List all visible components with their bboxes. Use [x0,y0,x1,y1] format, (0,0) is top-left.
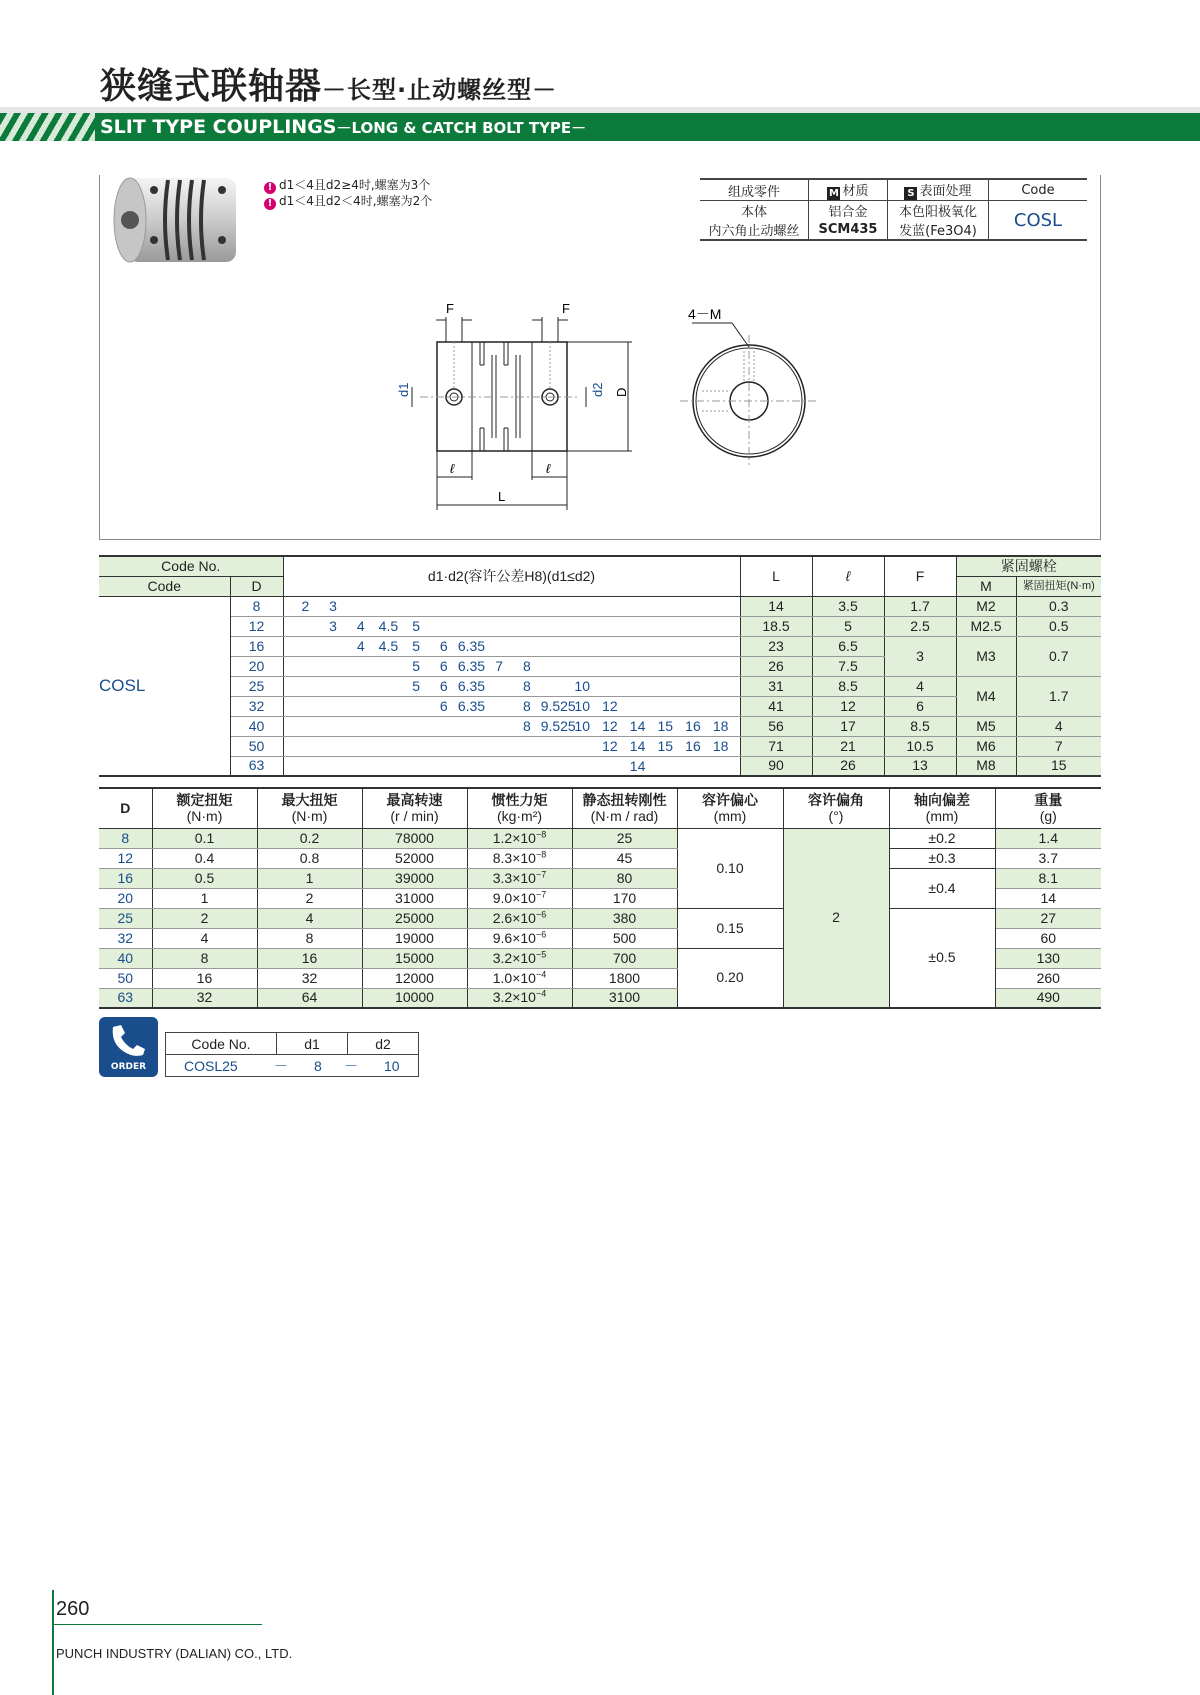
warning-icon: ! [264,182,276,194]
max-speed-cell: 25000 [362,908,467,928]
bolt-m-cell: M2 [956,596,1016,616]
note-text: d1＜4且d2＜4时,螺塞为2个 [279,194,433,208]
label-big-d: D [614,387,629,397]
company-name: PUNCH INDUSTRY (DALIAN) CO., LTD. [56,1646,293,1661]
mat-cell: 本体 [700,201,809,221]
max-speed-cell: 31000 [362,888,467,908]
d-value: 12 [602,697,618,714]
d-value: 10 [574,677,590,694]
th-code-no: Code No. [99,556,283,576]
stiffness-cell: 380 [572,908,677,928]
mat-cell: SCM435 [809,220,888,240]
bolt-m-cell: M6 [956,736,1016,756]
th-torque: 紧固扭矩(N·m) [1016,576,1101,596]
max-speed-cell: 12000 [362,968,467,988]
rated-torque-cell: 1 [152,888,257,908]
th-l-small: ℓ [812,556,884,596]
inertia-base: 1.0×10 [492,969,536,986]
rated-torque-cell: 2 [152,908,257,928]
d-value: 5 [412,637,420,654]
mat-cell: 本色阳极氧化 [888,201,989,221]
axial-cell: ±0.3 [889,848,995,868]
page-number: 260 [56,1598,90,1620]
weight-cell: 130 [995,948,1101,968]
l-small-cell: 26 [812,756,884,776]
perf-head-cell [995,788,1101,828]
d-value: 6.35 [457,677,486,694]
weight-cell: 3.7 [995,848,1101,868]
bolt-torque-cell: 4 [1016,716,1101,736]
perf-d-cell: 12 [99,848,152,868]
order-example-values [166,1055,419,1077]
order-code: COSL25 [184,1057,238,1074]
inertia-cell [467,928,572,948]
performance-table [99,787,1101,1009]
perf-head-cell [572,788,677,828]
eccentric-cell: 0.20 [677,948,783,1008]
l-total-cell: 18.5 [740,616,812,636]
d-value: 12 [602,717,618,734]
rated-torque-cell: 16 [152,968,257,988]
perf-d-cell: 20 [99,888,152,908]
perf-head-cell [99,788,152,828]
order-head-d1: d1 [277,1033,348,1055]
d-value: 12 [602,737,618,754]
bolt-torque-cell: 0.3 [1016,596,1101,616]
f-cell: 10.5 [884,736,956,756]
perf-d-cell: 25 [99,908,152,928]
eccentric-cell: 0.15 [677,908,783,948]
rated-torque-cell: 4 [152,928,257,948]
d-value: 6 [439,637,448,654]
d-value: 9.525 [540,717,576,734]
bolt-m-cell: M5 [956,716,1016,736]
perf-head-unit: (r / min) [390,808,439,825]
perf-head-unit: (mm) [925,808,959,825]
stiffness-cell: 45 [572,848,677,868]
mat-cell: 发蓝(Fe3O4) [888,220,989,240]
d-cell: 32 [230,696,283,716]
inertia-exponent: −4 [535,988,547,999]
header-stripes [0,113,95,141]
perf-head-title: 最大扭矩 [281,792,338,809]
dimension-drawing [380,295,820,515]
eccentric-cell: 0.10 [677,828,783,908]
d-cell: 25 [230,676,283,696]
inertia-exponent: −4 [535,968,547,979]
l-small-cell: 17 [812,716,884,736]
l-total-cell: 26 [740,656,812,676]
stiffness-cell: 80 [572,868,677,888]
inertia-exponent: −7 [535,868,547,879]
rated-torque-cell: 0.4 [152,848,257,868]
max-speed-cell: 78000 [362,828,467,848]
mat-head-surface-label: 表面处理 [919,184,972,199]
stiffness-cell: 1800 [572,968,677,988]
l-total-cell: 14 [740,596,812,616]
inertia-cell [467,948,572,968]
inertia-exponent: −6 [535,908,547,919]
d-value: 4.5 [378,637,399,654]
th-l-total: L [740,556,812,596]
max-speed-cell: 15000 [362,948,467,968]
d-cell: 16 [230,636,283,656]
perf-d-cell: 63 [99,988,152,1008]
material-m-icon: M [829,188,839,199]
d-cell: 40 [230,716,283,736]
inertia-exponent: −5 [535,948,547,959]
note-item [264,178,432,194]
weight-cell: 27 [995,908,1101,928]
d-value: 6.35 [457,637,486,654]
mat-head-material [809,179,888,201]
material-table [700,178,1087,241]
f-cell: 8.5 [884,716,956,736]
d1d2-cell [283,716,740,736]
inertia-exponent: −7 [535,888,547,899]
weight-cell: 260 [995,968,1101,988]
d-value: 6 [439,677,448,694]
max-torque-cell: 8 [257,928,362,948]
inertia-base: 3.2×10 [492,949,536,966]
perf-head-cell [889,788,995,828]
d-value: 7 [495,657,504,674]
bolt-torque-cell: 15 [1016,756,1101,776]
d-value: 8 [522,657,531,674]
perf-head-unit: (g) [1039,808,1057,825]
bolt-m-cell: M4 [956,676,1016,716]
bolt-m-cell: M2.5 [956,616,1016,636]
title-en-main: SLIT TYPE COUPLINGS [100,116,337,138]
page-title-cn [100,58,557,109]
mat-code: COSL [989,201,1088,241]
f-cell: 1.7 [884,596,956,616]
inertia-exponent: −6 [535,928,547,939]
stiffness-cell: 3100 [572,988,677,1008]
l-small-cell: 7.5 [812,656,884,676]
title-cn-main: 狭缝式联轴器 [100,66,323,107]
bolt-torque-cell: 7 [1016,736,1101,756]
d-cell: 8 [230,596,283,616]
perf-d-cell: 40 [99,948,152,968]
inertia-exponent: −8 [535,848,547,859]
l-total-cell: 41 [740,696,812,716]
angle-cell: 2 [783,828,889,1008]
f-cell: 6 [884,696,956,716]
max-speed-cell: 19000 [362,928,467,948]
axial-cell: ±0.5 [889,908,995,1008]
d-value: 16 [685,717,701,734]
d-value: 5 [412,657,420,674]
inertia-cell [467,828,572,848]
max-torque-cell: 64 [257,988,362,1008]
page-title-en [100,114,586,140]
perf-head-cell [152,788,257,828]
product-photo [110,176,242,266]
d-value: 6 [439,697,448,714]
f-cell: 4 [884,676,956,696]
d1d2-cell [283,636,740,656]
footer-vertical-line [52,1590,54,1695]
l-small-cell: 12 [812,696,884,716]
inertia-exponent: −8 [535,828,547,839]
order-head-code: Code No. [166,1033,277,1055]
d-value: 4.5 [378,617,399,634]
th-bolt: 紧固螺栓 [956,556,1101,576]
l-small-cell: 3.5 [812,596,884,616]
d-value: 6.35 [457,697,486,714]
inertia-cell [467,908,572,928]
perf-head-unit: (N·m) [291,808,328,825]
l-total-cell: 71 [740,736,812,756]
d-value: 18 [712,717,729,734]
perf-head-title: 惯性力矩 [491,792,548,809]
perf-head-cell [783,788,889,828]
bolt-m-cell: M3 [956,636,1016,676]
label-f-right: F [562,301,570,316]
inertia-base: 3.2×10 [492,989,536,1006]
inertia-base: 9.6×10 [492,929,536,946]
label-l-right: ℓ [546,461,551,476]
th-f: F [884,556,956,596]
rated-torque-cell: 8 [152,948,257,968]
d-value: 8 [522,697,531,714]
d-value: 6 [439,657,448,674]
th-d1d2: d1·d2(容许公差H8)(d1≤d2) [283,556,740,596]
inertia-cell [467,868,572,888]
d1d2-cell [283,756,740,776]
axial-cell: ±0.2 [889,828,995,848]
d-value: 4 [356,637,365,654]
perf-head-unit: (mm) [713,808,747,825]
d-value: 14 [629,717,646,734]
perf-head-title: 静态扭转刚性 [582,792,667,809]
code-cell: COSL [99,596,230,776]
note-text: d1＜4且d2≥4时,螺塞为3个 [279,178,431,192]
d-value: 10 [574,697,590,714]
d-value: 4 [356,617,365,634]
title-en-sub: －LONG & CATCH BOLT TYPE－ [336,119,587,137]
perf-head-unit: (N·m / rad) [590,808,659,825]
perf-head-cell [257,788,362,828]
order-d1: 8 [314,1057,322,1074]
label-l-left: ℓ [450,461,455,476]
mat-head-part: 组成零件 [700,179,809,201]
inertia-cell [467,848,572,868]
max-torque-cell: 2 [257,888,362,908]
perf-head-title: D [120,800,131,817]
f-cell: 13 [884,756,956,776]
l-total-cell: 31 [740,676,812,696]
rated-torque-cell: 0.5 [152,868,257,888]
label-4m: 4－M [688,306,722,322]
f-cell: 3 [884,636,956,676]
d-value: 3 [329,617,337,634]
l-small-cell: 5 [812,616,884,636]
notes [264,178,432,210]
inertia-base: 8.3×10 [492,849,536,866]
inertia-base: 1.2×10 [492,829,536,846]
perf-head-cell [677,788,783,828]
max-torque-cell: 32 [257,968,362,988]
d-value: 8 [522,717,531,734]
inertia-cell [467,968,572,988]
max-speed-cell: 39000 [362,868,467,888]
weight-cell: 490 [995,988,1101,1008]
d-cell: 20 [230,656,283,676]
d-cell: 63 [230,756,283,776]
max-torque-cell: 0.8 [257,848,362,868]
title-cn-sub: －长型·止动螺丝型－ [322,76,558,104]
d-value: 10 [574,717,590,734]
stiffness-cell: 25 [572,828,677,848]
perf-d-cell: 8 [99,828,152,848]
inertia-base: 2.6×10 [492,909,536,926]
d-value: 14 [629,737,646,754]
d1d2-cell [283,676,740,696]
perf-head-cell [467,788,572,828]
d1d2-cell [283,596,740,616]
perf-head-title: 重量 [1034,792,1063,809]
axial-cell: ±0.4 [889,868,995,908]
inertia-cell [467,888,572,908]
rated-torque-cell: 0.1 [152,828,257,848]
bolt-torque-cell: 1.7 [1016,676,1101,716]
d-value: 3 [329,597,337,614]
order-d2: 10 [384,1057,400,1074]
stiffness-cell: 170 [572,888,677,908]
bolt-m-cell: M8 [956,756,1016,776]
perf-head-unit: (kg·m²) [496,808,543,825]
perf-head-unit: (N·m) [186,808,223,825]
dimension-table [99,555,1101,777]
warning-icon: ! [264,198,276,210]
th-m: M [956,576,1016,596]
weight-cell: 60 [995,928,1101,948]
max-torque-cell: 0.2 [257,828,362,848]
inertia-cell [467,988,572,1008]
order-icon-label: ORDER [110,1062,147,1072]
perf-d-cell: 32 [99,928,152,948]
d-value: 16 [685,737,701,754]
surface-s-icon: S [904,187,917,200]
perf-d-cell: 16 [99,868,152,888]
d-value: 6.35 [457,657,486,674]
order-dash: － [274,1057,288,1074]
perf-head-title: 容许偏角 [808,792,864,809]
perf-head-title: 最高转速 [386,792,443,809]
d1d2-cell [283,696,740,716]
weight-cell: 8.1 [995,868,1101,888]
d1d2-cell [283,616,740,636]
inertia-base: 3.3×10 [492,869,536,886]
d-value: 15 [657,717,674,734]
order-head-d2: d2 [375,1035,391,1052]
l-small-cell: 6.5 [812,636,884,656]
bolt-torque-cell: 0.7 [1016,636,1101,676]
footer-horizontal-line [52,1624,262,1625]
l-total-cell: 90 [740,756,812,776]
mat-head-material-label: 材质 [842,184,869,199]
d-value: 2 [301,597,310,614]
perf-head-title: 轴向偏差 [914,792,970,809]
stiffness-cell: 700 [572,948,677,968]
d-value: 15 [657,737,674,754]
d-cell: 12 [230,616,283,636]
mat-cell: 铝合金 [809,201,888,221]
d-value: 5 [412,617,420,634]
max-speed-cell: 10000 [362,988,467,1008]
th-d: D [230,576,283,596]
mat-head-code: Code [989,179,1088,201]
phone-icon [99,1017,158,1065]
max-speed-cell: 52000 [362,848,467,868]
th-code: Code [99,576,230,596]
f-cell: 2.5 [884,616,956,636]
mat-cell: 内六角止动螺丝 [700,220,809,240]
label-d2: d2 [590,382,605,397]
perf-head-unit: (°) [828,808,844,825]
l-total-cell: 23 [740,636,812,656]
l-total-cell: 56 [740,716,812,736]
label-d1: d1 [396,382,411,397]
label-big-l: L [498,489,506,504]
weight-cell: 14 [995,888,1101,908]
l-small-cell: 21 [812,736,884,756]
max-torque-cell: 1 [257,868,362,888]
d-cell: 50 [230,736,283,756]
rated-torque-cell: 32 [152,988,257,1008]
perf-d-cell: 50 [99,968,152,988]
d-value: 9.525 [540,697,576,714]
perf-head-cell [362,788,467,828]
inertia-base: 9.0×10 [492,889,536,906]
label-f-left: F [446,301,454,316]
mat-head-surface [888,179,989,201]
order-dash: － [344,1057,358,1074]
d-value: 5 [412,677,420,694]
d-value: 8 [522,677,531,694]
max-torque-cell: 4 [257,908,362,928]
perf-head-title: 额定扭矩 [176,792,233,809]
d-value: 18 [712,737,729,754]
max-torque-cell: 16 [257,948,362,968]
d1d2-cell [283,656,740,676]
stiffness-cell: 500 [572,928,677,948]
l-small-cell: 8.5 [812,676,884,696]
note-item [264,194,432,210]
weight-cell: 1.4 [995,828,1101,848]
order-example-table [165,1032,419,1077]
perf-head-title: 容许偏心 [702,792,758,809]
bolt-torque-cell: 0.5 [1016,616,1101,636]
d1d2-cell [283,736,740,756]
d-value: 14 [629,757,646,774]
